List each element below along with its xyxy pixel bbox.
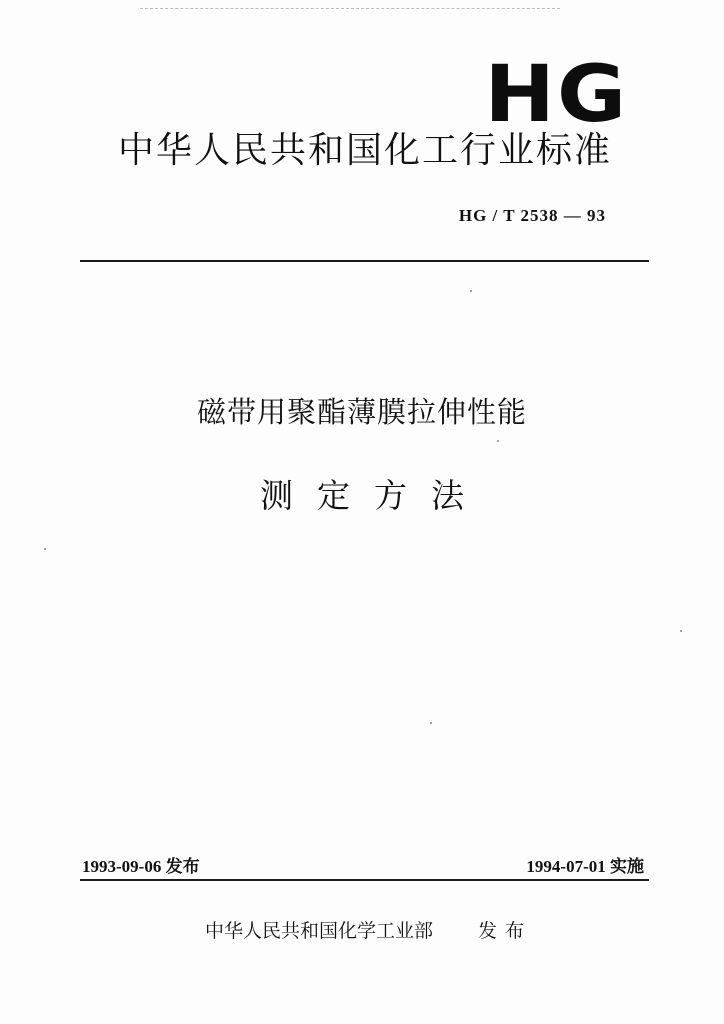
document-title-line2: 测定方法 <box>260 476 488 515</box>
scan-speck <box>497 440 499 442</box>
scan-speck <box>470 290 472 292</box>
scan-speck <box>680 630 682 632</box>
implementation-date: 1994-07-01 实施 <box>526 857 644 876</box>
scan-speck <box>44 548 46 550</box>
scan-speck <box>430 722 432 724</box>
bottom-divider <box>80 879 649 881</box>
publish-label: 发布 <box>478 920 533 942</box>
publisher-name: 中华人民共和国化学工业部 <box>205 920 434 942</box>
top-divider <box>80 260 649 262</box>
standard-title: 中华人民共和国化工行业标准 <box>118 130 613 171</box>
hg-logo: HG <box>484 50 628 140</box>
issue-date: 1993-09-06 发布 <box>82 857 200 876</box>
standard-code: HG / T 2538 — 93 <box>458 206 606 225</box>
scan-edge-artifact <box>140 8 560 10</box>
document-title-line1: 磁带用聚酯薄膜拉伸性能 <box>196 395 527 429</box>
